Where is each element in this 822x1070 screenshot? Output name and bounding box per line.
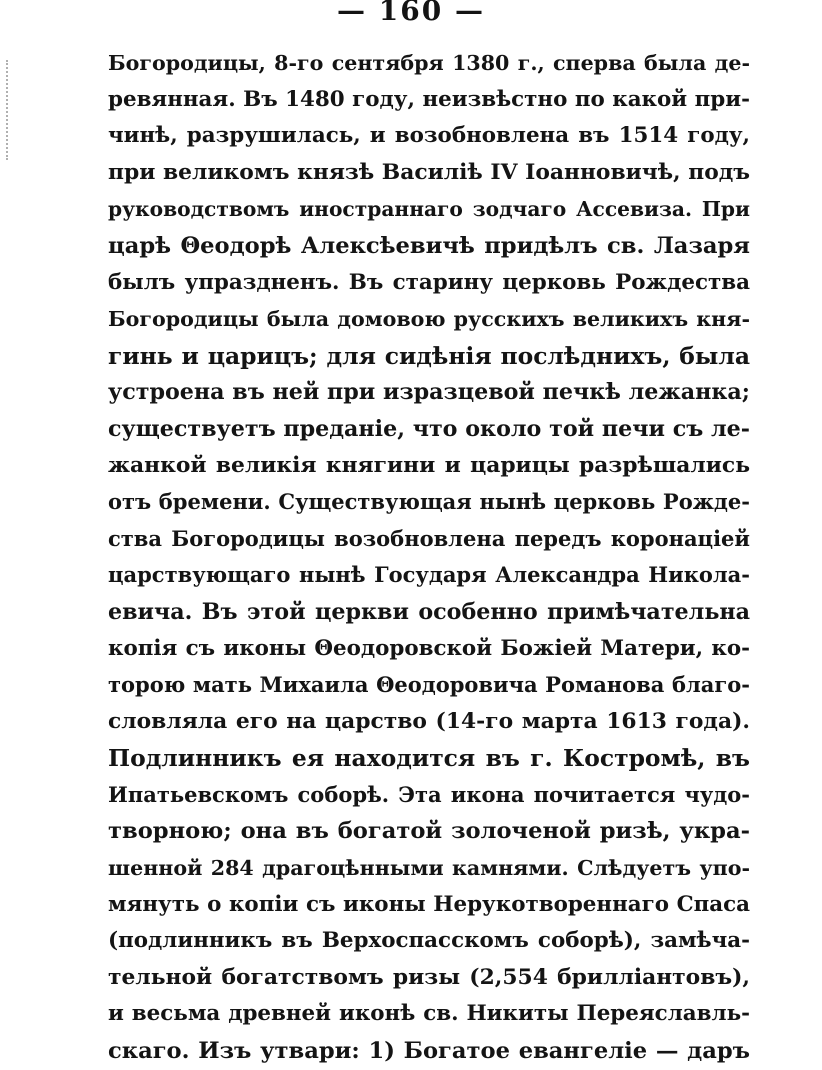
text-line: Подлинникъ ея находится въ г. Костромѣ, въ xyxy=(108,744,750,773)
body-text xyxy=(108,45,750,1070)
text-line: ревянная. Въ 1480 году, неизвѣстно по какой при- xyxy=(108,86,750,112)
margin-binding-marks xyxy=(6,60,12,160)
text-line: отъ бремени. Существующая нынѣ церковь Рожде- xyxy=(108,489,750,515)
text-line: гинь и царицъ; для сидѣнія послѣднихъ, была xyxy=(108,341,750,370)
text-line: ства Богородицы возобновлена передъ коронаціей xyxy=(108,525,750,551)
text-line: словляла его на царство (14-го марта 1613 года). xyxy=(108,708,750,734)
text-line: жанкой великія княгини и царицы разрѣшались xyxy=(108,452,750,478)
text-line: скаго. Изъ утвари: 1) Богатое евангеліе — даръ xyxy=(108,1038,750,1065)
text-line: Богородицы была домовою русскихъ великихъ кня- xyxy=(108,307,750,332)
text-line: устроена въ ней при изразцевой печкѣ лежанка; xyxy=(108,379,750,406)
text-line: тельной богатствомъ ризы (2,554 бриллiантовъ), xyxy=(108,964,750,990)
text-line: существуетъ преданіе, что около той печи съ ле- xyxy=(108,415,750,442)
text-line: торою мать Михаила Θеодоровича Романова благо- xyxy=(108,672,750,698)
text-line: шенной 284 драгоцѣнными камнями. Слѣдуетъ упо- xyxy=(108,856,750,881)
text-line: евича. Въ этой церкви особенно примѣчательна xyxy=(108,598,750,625)
text-line: чинѣ, разрушилась, и возобновлена въ 1514 году, xyxy=(108,123,750,149)
text-line: мянуть о копіи съ иконы Нерукотвореннаго Спаса xyxy=(108,891,750,917)
text-line: Ипатьевскомъ соборѣ. Эта икона почитается чудо- xyxy=(108,781,750,807)
text-line: при великомъ князѣ Василіѣ IV Іоанновичѣ, подъ xyxy=(108,159,750,185)
text-line: царствующаго нынѣ Государя Александра Никола- xyxy=(108,562,750,588)
text-line: (подлинникъ въ Верхоспасскомъ соборѣ), замѣча- xyxy=(108,928,750,954)
text-line: и весьма древней иконѣ св. Никиты Переяславль- xyxy=(108,1001,750,1027)
text-line: руководствомъ иностраннаго зодчаго Ассевиза. При xyxy=(108,197,750,222)
text-line: царѣ Θеодорѣ Алексѣевичѣ придѣлъ св. Лазаря xyxy=(108,232,750,259)
text-line: былъ упраздненъ. Въ старину церковь Рождества xyxy=(108,269,750,295)
text-line: копія съ иконы Θеодоровской Божіей Матери, ко- xyxy=(108,635,750,661)
text-line: Богородицы, 8-го сентября 1380 г., сперва была де- xyxy=(108,51,750,75)
page-number: — 160 — xyxy=(337,0,485,27)
text-line: творною; она въ богатой золоченой ризѣ, укра- xyxy=(108,818,750,845)
